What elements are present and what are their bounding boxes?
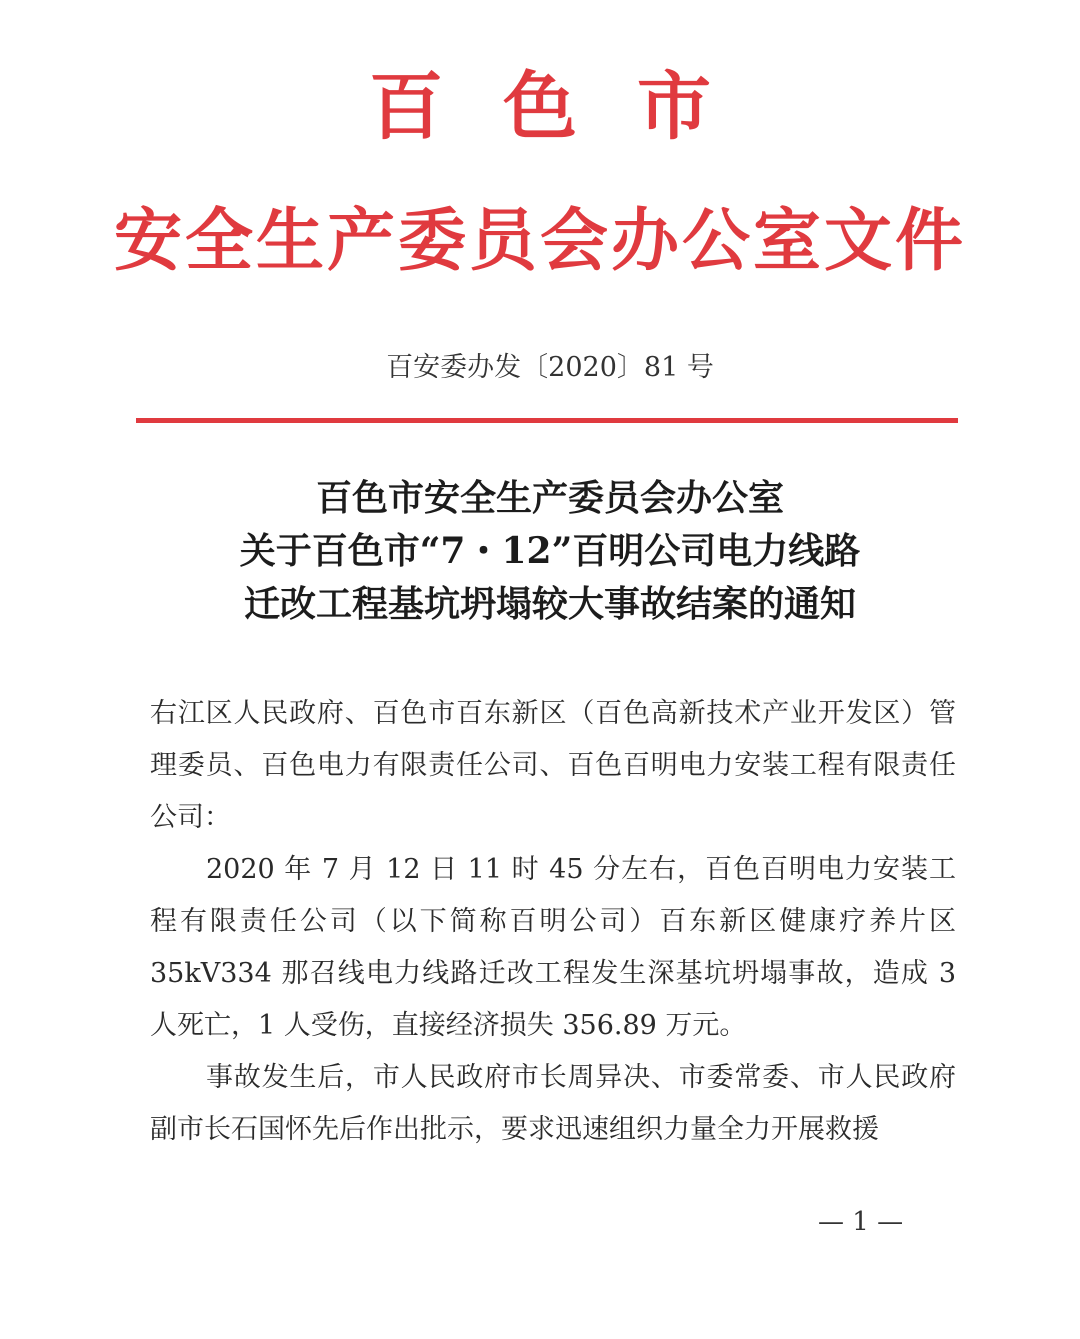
notice-title [0, 472, 1080, 631]
header-city: 百色市 [369, 64, 771, 150]
paragraph-2: 事故发生后，市人民政府市长周异决、市委常委、市人民政府副市长石国怀先后作出批示，要求迅速组织力量全力开展救援 [150, 1062, 956, 1145]
document-number: 百安委办发〔2020〕81 号 [386, 352, 714, 383]
page-number: — 1 — [818, 1207, 904, 1237]
title-line-2: 关于百色市“7・12”百明公司电力线路 [239, 530, 861, 572]
document-body [150, 688, 956, 1156]
title-line-3: 迁改工程基坑坍塌较大事故结案的通知 [243, 583, 856, 625]
paragraph-1: 2020 年 7 月 12 日 11 时 45 分左右，百色百明电力安装工程有限责任公司（以下简称百明公司）百东新区健康疗养片区 35kV334 那召线电力线路迁改工程发生深基坑坍塌事故，造成 3 人死亡，1 人受伤，直接经济损失 356.89 万元。 [150, 854, 956, 1041]
addressee: 右江区人民政府、百色市百东新区（百色高新技术产业开发区）管理委员、百色电力有限责任公司、百色百明电力安装工程有限责任公司： [150, 698, 956, 833]
header-office-title: 安全生产委员会办公室文件 [113, 201, 966, 281]
red-divider [136, 418, 958, 423]
title-line-1: 百色市安全生产委员会办公室 [315, 477, 784, 519]
